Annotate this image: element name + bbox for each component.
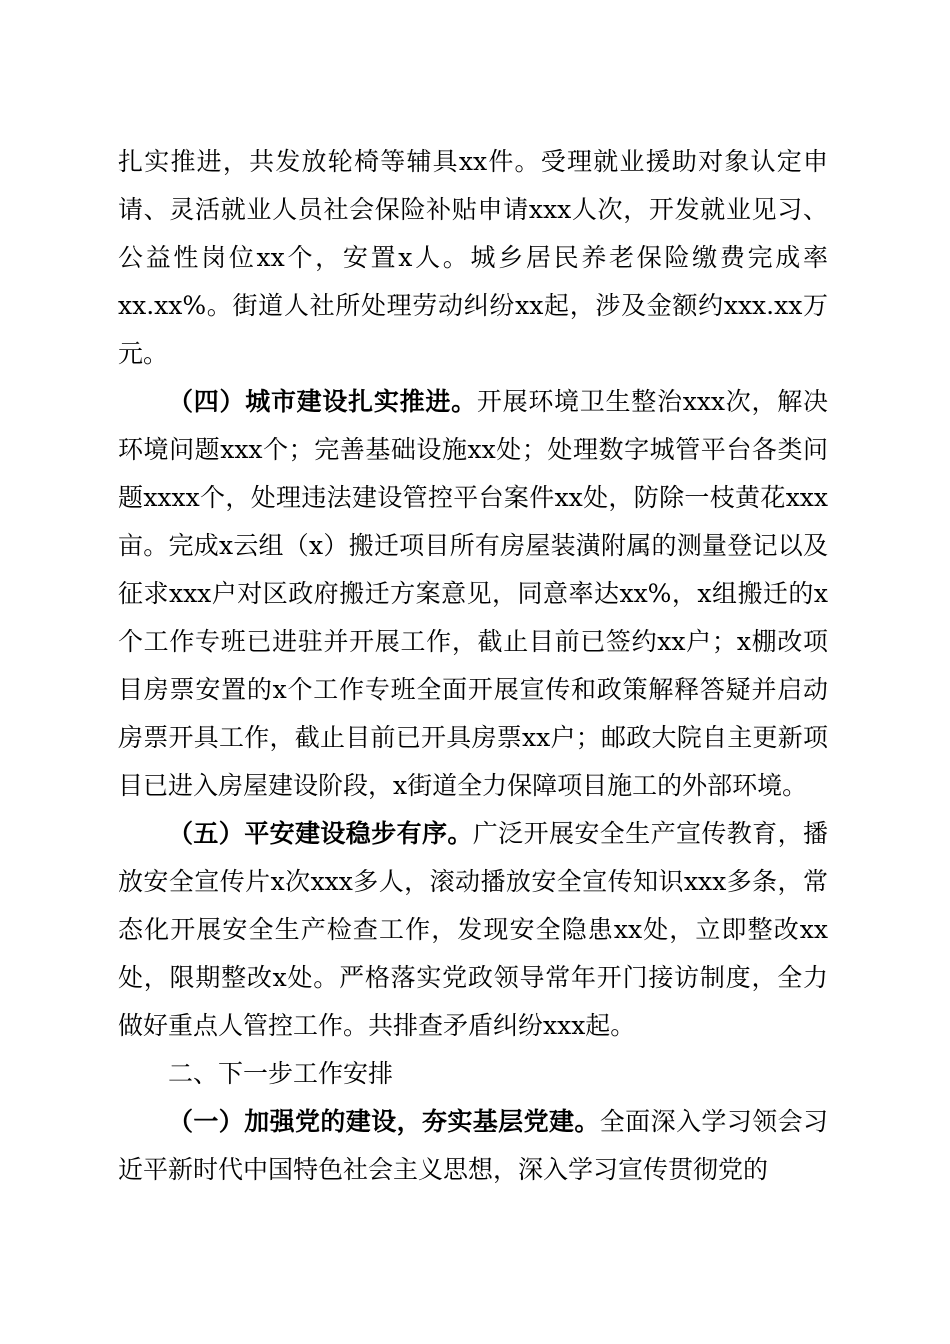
paragraph-text: 开展环境卫生整治xxx次，解决环境问题xxx个；完善基础设施xx处；处理数字城管平台各类问题xxxx个，处理违法建设管控平台案件xx处，防除一枝黄花xxx亩。完成x云组（x）搬迁项目所有房屋装潢附属的测量登记以及征求xxx户对区政府搬迁方案意见，同意率达xx%，x组搬迁的x个工作专班已进驻并开展工作，截止目前已签约xx户；x棚改项目房票安置的x个工作专班全面开展宣传和政策解释答疑并启动房票开具工作，截止目前已开具房票xx户；邮政大院自主更新项目已进入房屋建设阶段，x街道全力保障项目施工的外部环境。 [118,387,828,800]
paragraph-urban-construction [118,378,828,810]
document-body [118,138,828,1194]
paragraph-lead: （一）加强党的建设，夯实基层党建。 [168,1107,600,1136]
paragraph-lead: （四）城市建设扎实推进。 [168,387,477,416]
paragraph-lead: （五）平安建设稳步有序。 [168,819,473,848]
paragraph-continuation [118,138,828,378]
paragraph-text: 广泛开展安全生产宣传教育，播放安全宣传片x次xxx多人，滚动播放安全宣传知识xxx多条，常态化开展安全生产检查工作，发现安全隐患xx处，立即整改xx处，限期整改x处。严格落实党政领导常年开门接访制度，全力做好重点人管控工作。共排查矛盾纠纷xxx起。 [118,819,828,1040]
paragraph-text: 全面深入学习领会习近平新时代中国特色社会主义思想，深入学习宣传贯彻党的 [118,1107,828,1184]
paragraph-text: 扎实推进，共发放轮椅等辅具xx件。受理就业援助对象认定申请、灵活就业人员社会保险补贴申请xxx人次，开发就业见习、公益性岗位xx个，安置x人。城乡居民养老保险缴费完成率xx.xx%。街道人社所处理劳动纠纷xx起，涉及金额约xxx.xx万元。 [118,147,828,368]
section-heading: 二、下一步工作安排 [168,1059,394,1088]
paragraph-safety-construction [118,810,828,1050]
paragraph-party-building [118,1098,828,1194]
